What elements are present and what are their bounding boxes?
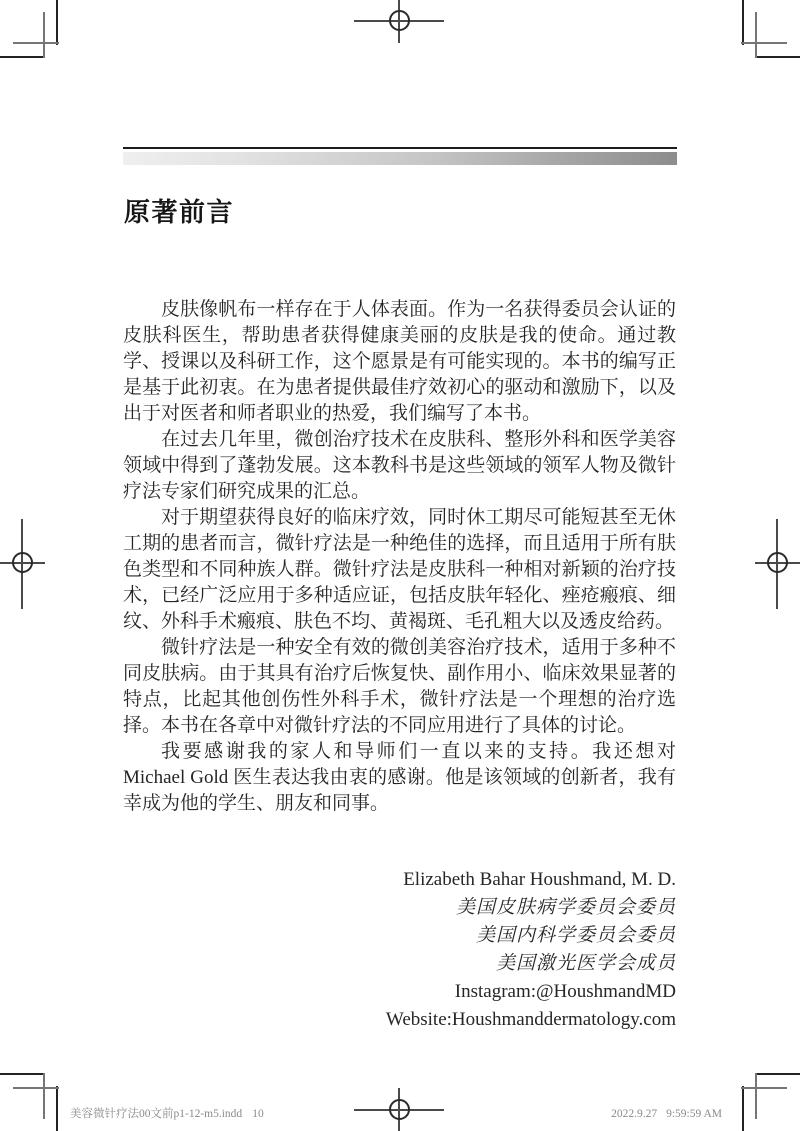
attribution-line: 美国皮肤病学委员会委员 <box>455 897 676 918</box>
preface-paragraph: 微针疗法是一种安全有效的微创美容治疗技术，适用于多种不同皮肤病。由于其具有治疗后恢复快、副作用小、临床效果显著的特点，比起其他创伤性外科手术，微针疗法是一个理想的治疗选择。本书在各章中对微针疗法的不同应用进行了具体的讨论。 <box>123 637 676 736</box>
preface-paragraph: 对于期望获得良好的临床疗效，同时休工期尽可能短甚至无休工期的患者而言，微针疗法是一种绝佳的选择，而且适用于所有肤色类型和不同种族人群。微针疗法是皮肤科一种相对新颖的治疗技术，已经广泛应用于多种适应证，包括皮肤年轻化、痤疮瘢痕、细纹、外科手术瘢痕、肤色不均、黄褐斑、毛孔粗大以及透皮给药。 <box>123 507 676 632</box>
footer-timestamp <box>611 1109 722 1121</box>
footer-date: 2022.9.27 <box>611 1108 658 1120</box>
preface-paragraphs <box>123 297 676 817</box>
footer-page-number: 10 <box>252 1108 264 1120</box>
footer-file-name: 美容微针疗法00文前p1-12-m5.indd <box>70 1108 243 1120</box>
attribution-line: 美国内科学委员会委员 <box>475 925 676 946</box>
attribution-line: Website:Houshmanddermatology.com <box>385 1009 676 1030</box>
preface-paragraph: 皮肤像帆布一样存在于人体表面。作为一名获得委员会认证的皮肤科医生，帮助患者获得健康美丽的皮肤是我的使命。通过教学、授课以及科研工作，这个愿景是有可能实现的。本书的编写正是基于此初衷。在为患者提供最佳疗效初心的驱动和激励下，以及出于对医者和师者职业的热爱，我们编写了本书。 <box>123 299 676 424</box>
attribution-line: 美国激光医学会成员 <box>495 953 676 974</box>
header-gradient-bar <box>123 152 677 165</box>
footer-time: 9:59:59 AM <box>666 1108 722 1120</box>
attribution-block <box>256 866 676 1034</box>
preface-paragraph: 我要感谢我的家人和导师们一直以来的支持。我还想对 Michael Gold 医生表达我由衷的感谢。他是该领域的创新者，我有幸成为他的学生、朋友和同事。 <box>123 741 676 814</box>
page-title: 原著前言 <box>124 197 235 227</box>
header-rule-line <box>123 147 677 149</box>
attribution-line: Instagram:@HoushmandMD <box>454 981 676 1002</box>
preface-paragraph: 在过去几年里，微创治疗技术在皮肤科、整形外科和医学美容领域中得到了蓬勃发展。这本教科书是这些领域的领军人物及微针疗法专家们研究成果的汇总。 <box>123 429 676 502</box>
footer-file-info <box>70 1109 264 1121</box>
attribution-line: Elizabeth Bahar Houshmand, M. D. <box>403 869 676 890</box>
